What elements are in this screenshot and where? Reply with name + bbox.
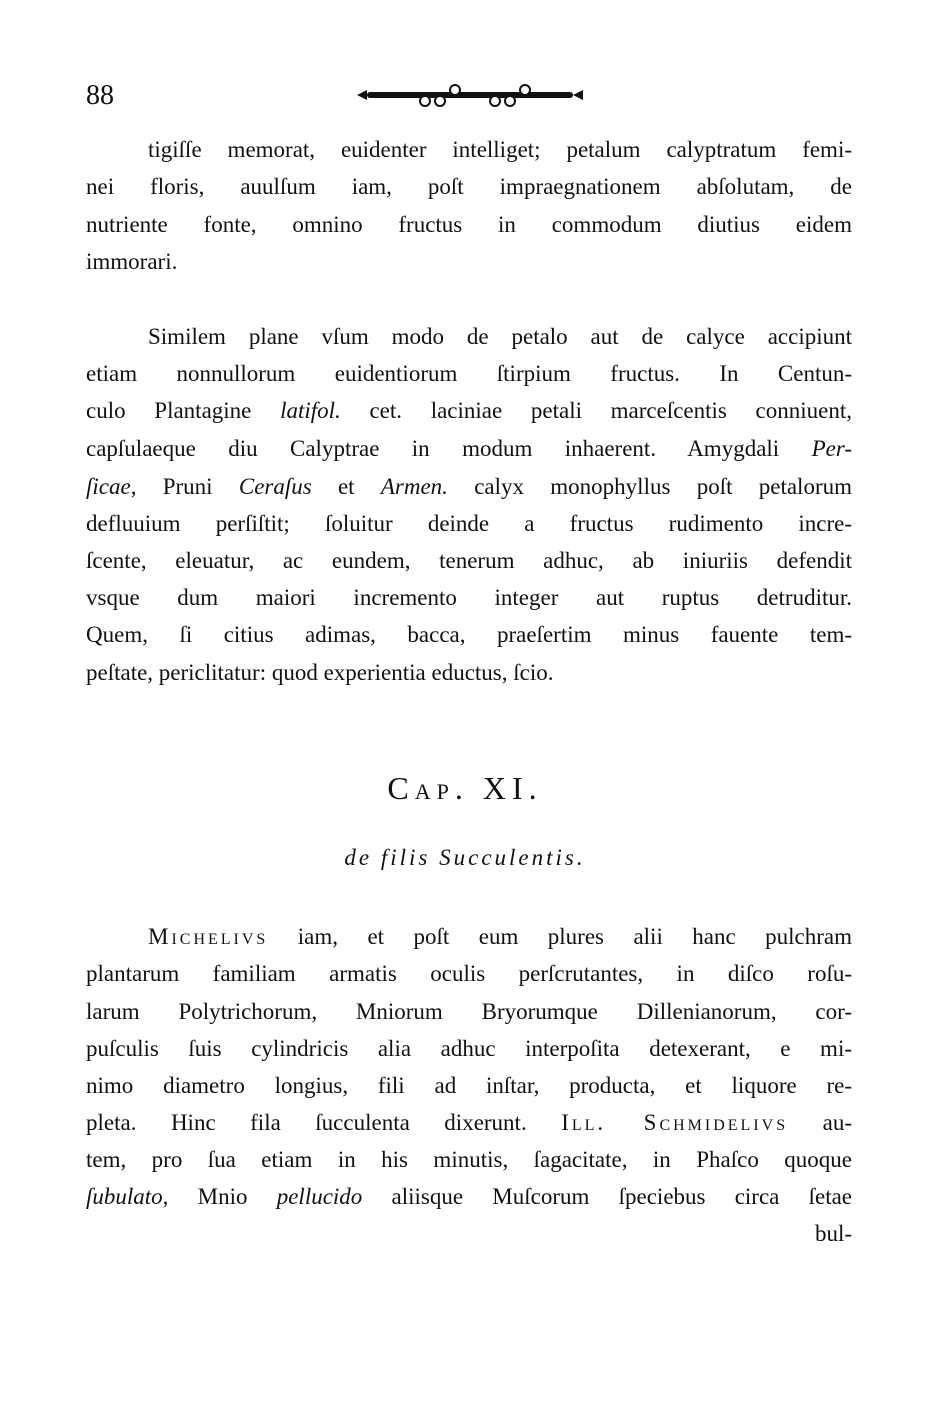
text-segment: nei floris, auulſum iam, poſt impraegnationem abſolutam, de <box>86 174 852 199</box>
text-segment: etiam nonnullorum euidentiorum ſtirpium fructus. In Centun- <box>86 361 852 386</box>
text-line <box>86 396 852 426</box>
text-segment: , Mnio <box>162 1184 277 1209</box>
text-segment: immorari. <box>86 249 178 274</box>
text-line <box>86 1182 852 1212</box>
text-line <box>86 546 852 576</box>
italic-text: Per- <box>811 436 852 461</box>
text-segment: ſcente, eleuatur, ac eundem, tenerum adhuc, ab iniuriis defendit <box>86 548 852 573</box>
text-line <box>86 1071 852 1101</box>
text-segment: culo Plantagine <box>86 398 281 423</box>
text-segment: iam, et poſt eum plures alii hanc pulchram <box>268 924 852 949</box>
text-line <box>86 135 852 165</box>
text-line <box>86 172 852 202</box>
text-segment: nutriente fonte, omnino fructus in commodum diutius eidem <box>86 212 852 237</box>
italic-text: Armen. <box>380 474 448 499</box>
text-segment: aliisque Muſcorum ſpeciebus circa ſetae <box>362 1184 853 1209</box>
text-line <box>86 658 852 688</box>
text-segment: Similem plane vſum modo de petalo aut de calyce accipiunt <box>148 324 852 349</box>
chapter-heading: Cap. XI. <box>387 770 543 806</box>
text-line <box>86 210 852 240</box>
text-line <box>86 509 852 539</box>
page-number: 88 <box>86 80 114 111</box>
text-line <box>86 359 852 389</box>
text-segment: calyx monophyllus poſt petalorum <box>447 474 852 499</box>
chapter-subheading: de filis Succulentis. <box>344 845 586 870</box>
text-segment: , Pruni <box>130 474 239 499</box>
text-segment: Quem, ſi citius adimas, bacca, praeſertim minus fauente tem- <box>86 622 852 647</box>
smallcaps-name: Ill. Schmidelivs <box>561 1110 789 1135</box>
text-line <box>86 1108 852 1138</box>
text-segment: tem, pro ſua etiam in his minutis, ſagacitate, in Phaſco quoque <box>86 1147 852 1172</box>
text-line <box>86 472 852 502</box>
text-segment: puſculis ſuis cylindricis alia adhuc interpoſita detexerant, e mi- <box>86 1036 852 1061</box>
text-segment: capſulaeque diu Calyptrae in modum inhaerent. Amygdali <box>86 436 812 461</box>
text-segment: cet. laciniae petali marceſcentis conniuent, <box>340 398 853 423</box>
text-line <box>86 434 852 464</box>
text-line <box>86 1219 852 1249</box>
text-line <box>86 922 852 952</box>
italic-text: latifol. <box>280 398 341 423</box>
text-line <box>86 583 852 613</box>
italic-text: pellucido <box>276 1184 363 1209</box>
decorative-ornament-icon <box>355 82 585 108</box>
text-segment: plantarum familiam armatis oculis perſcrutantes, in diſco roſu- <box>86 961 852 986</box>
text-line <box>86 1145 852 1175</box>
italic-text: ſubulato <box>86 1184 163 1209</box>
text-line <box>86 620 852 650</box>
text-line <box>86 322 852 352</box>
text-line <box>86 997 852 1027</box>
text-segment: au- <box>788 1110 852 1135</box>
text-line <box>86 1034 852 1064</box>
text-segment: peſtate, periclitatur: quod experientia eductus, ſcio. <box>86 660 554 685</box>
text-line <box>86 247 852 277</box>
italic-text: Ceraſus <box>238 474 312 499</box>
text-segment: bul- <box>814 1221 852 1246</box>
smallcaps-name: Michelivs <box>148 924 269 949</box>
text-segment: nimo diametro longius, fili ad inſtar, producta, et liquore re- <box>86 1073 852 1098</box>
text-segment: defluuium perſiſtit; ſoluitur deinde a fructus rudimento incre- <box>86 511 852 536</box>
text-segment: larum Polytrichorum, Mniorum Bryorumque Dillenianorum, cor- <box>86 999 852 1024</box>
text-line <box>86 959 852 989</box>
text-segment: pleta. Hinc fila ſucculenta dixerunt. <box>86 1110 562 1135</box>
text-segment: vsque dum maiori incremento integer aut ruptus detruditur. <box>86 585 852 610</box>
italic-text: ſicae <box>86 474 131 499</box>
text-segment: tigiſſe memorat, euidenter intelliget; petalum calyptratum femi- <box>148 137 852 162</box>
text-segment: et <box>311 474 381 499</box>
